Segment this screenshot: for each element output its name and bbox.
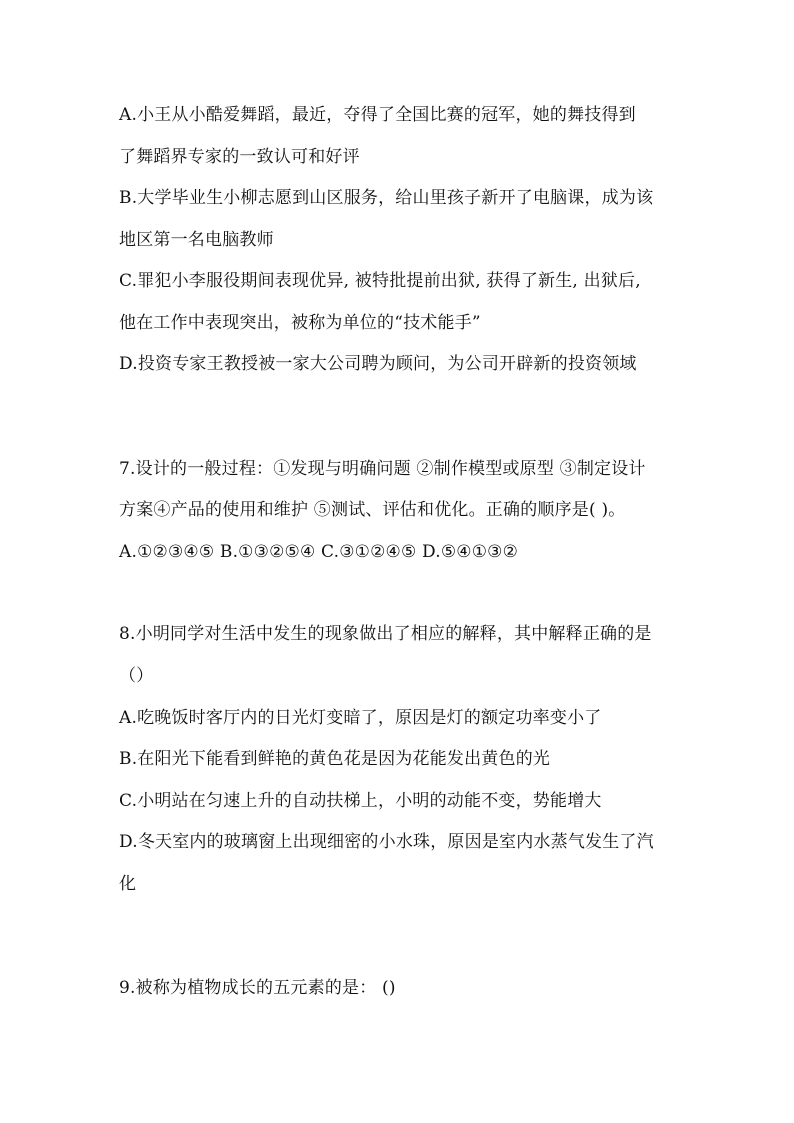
question-8-option-d-line-1: D.冬天室内的玻璃窗上出现细密的小水珠，原因是室内水蒸气发生了汽 [119, 832, 654, 852]
option-c-line-1: C.罪犯小李服役期间表现优异, 被特批提前出狱, 获得了新生, 出狱后, [119, 271, 641, 291]
question-8-stem-line-2: （） [119, 666, 154, 686]
option-a-line-2: 了舞蹈界专家的一致认可和好评 [119, 147, 360, 167]
option-b-line-1: B.大学毕业生小柳志愿到山区服务，给山里孩子新开了电脑课，成为该 [119, 188, 654, 208]
question-8-stem-line-1: 8.小明同学对生活中发生的现象做出了相应的解释，其中解释正确的是 [119, 624, 652, 644]
option-a-line-1: A.小王从小酷爱舞蹈，最近，夺得了全国比赛的冠军，她的舞技得到 [119, 105, 636, 125]
question-8-option-a: A.吃晚饭时客厅内的日光灯变暗了，原因是灯的额定功率变小了 [119, 708, 602, 728]
option-c-line-2: 他在工作中表现突出，被称为单位的“技术能手” [119, 313, 481, 333]
question-7-options: A.①②③④⑤ B.①③②⑤④ C.③①②④⑤ D.⑤④①③② [119, 542, 519, 562]
question-8-option-d-line-2: 化 [119, 874, 137, 894]
question-9-stem: 9.被称为植物成长的五元素的是： () [119, 978, 396, 998]
option-b-line-2: 地区第一名电脑教师 [119, 230, 274, 250]
option-d-line-1: D.投资专家王教授被一家大公司聘为顾问，为公司开辟新的投资领域 [119, 354, 637, 374]
question-7-stem-line-1: 7.设计的一般过程：①发现与明确问题 ②制作模型或原型 ③制定设计 [119, 459, 646, 479]
question-8-option-c: C.小明站在匀速上升的自动扶梯上，小明的动能不变，势能增大 [119, 791, 602, 811]
question-8-option-b: B.在阳光下能看到鲜艳的黄色花是因为花能发出黄色的光 [119, 749, 551, 769]
question-7-stem-line-2: 方案④产品的使用和维护 ⑤测试、评估和优化。正确的顺序是( )。 [119, 500, 626, 520]
